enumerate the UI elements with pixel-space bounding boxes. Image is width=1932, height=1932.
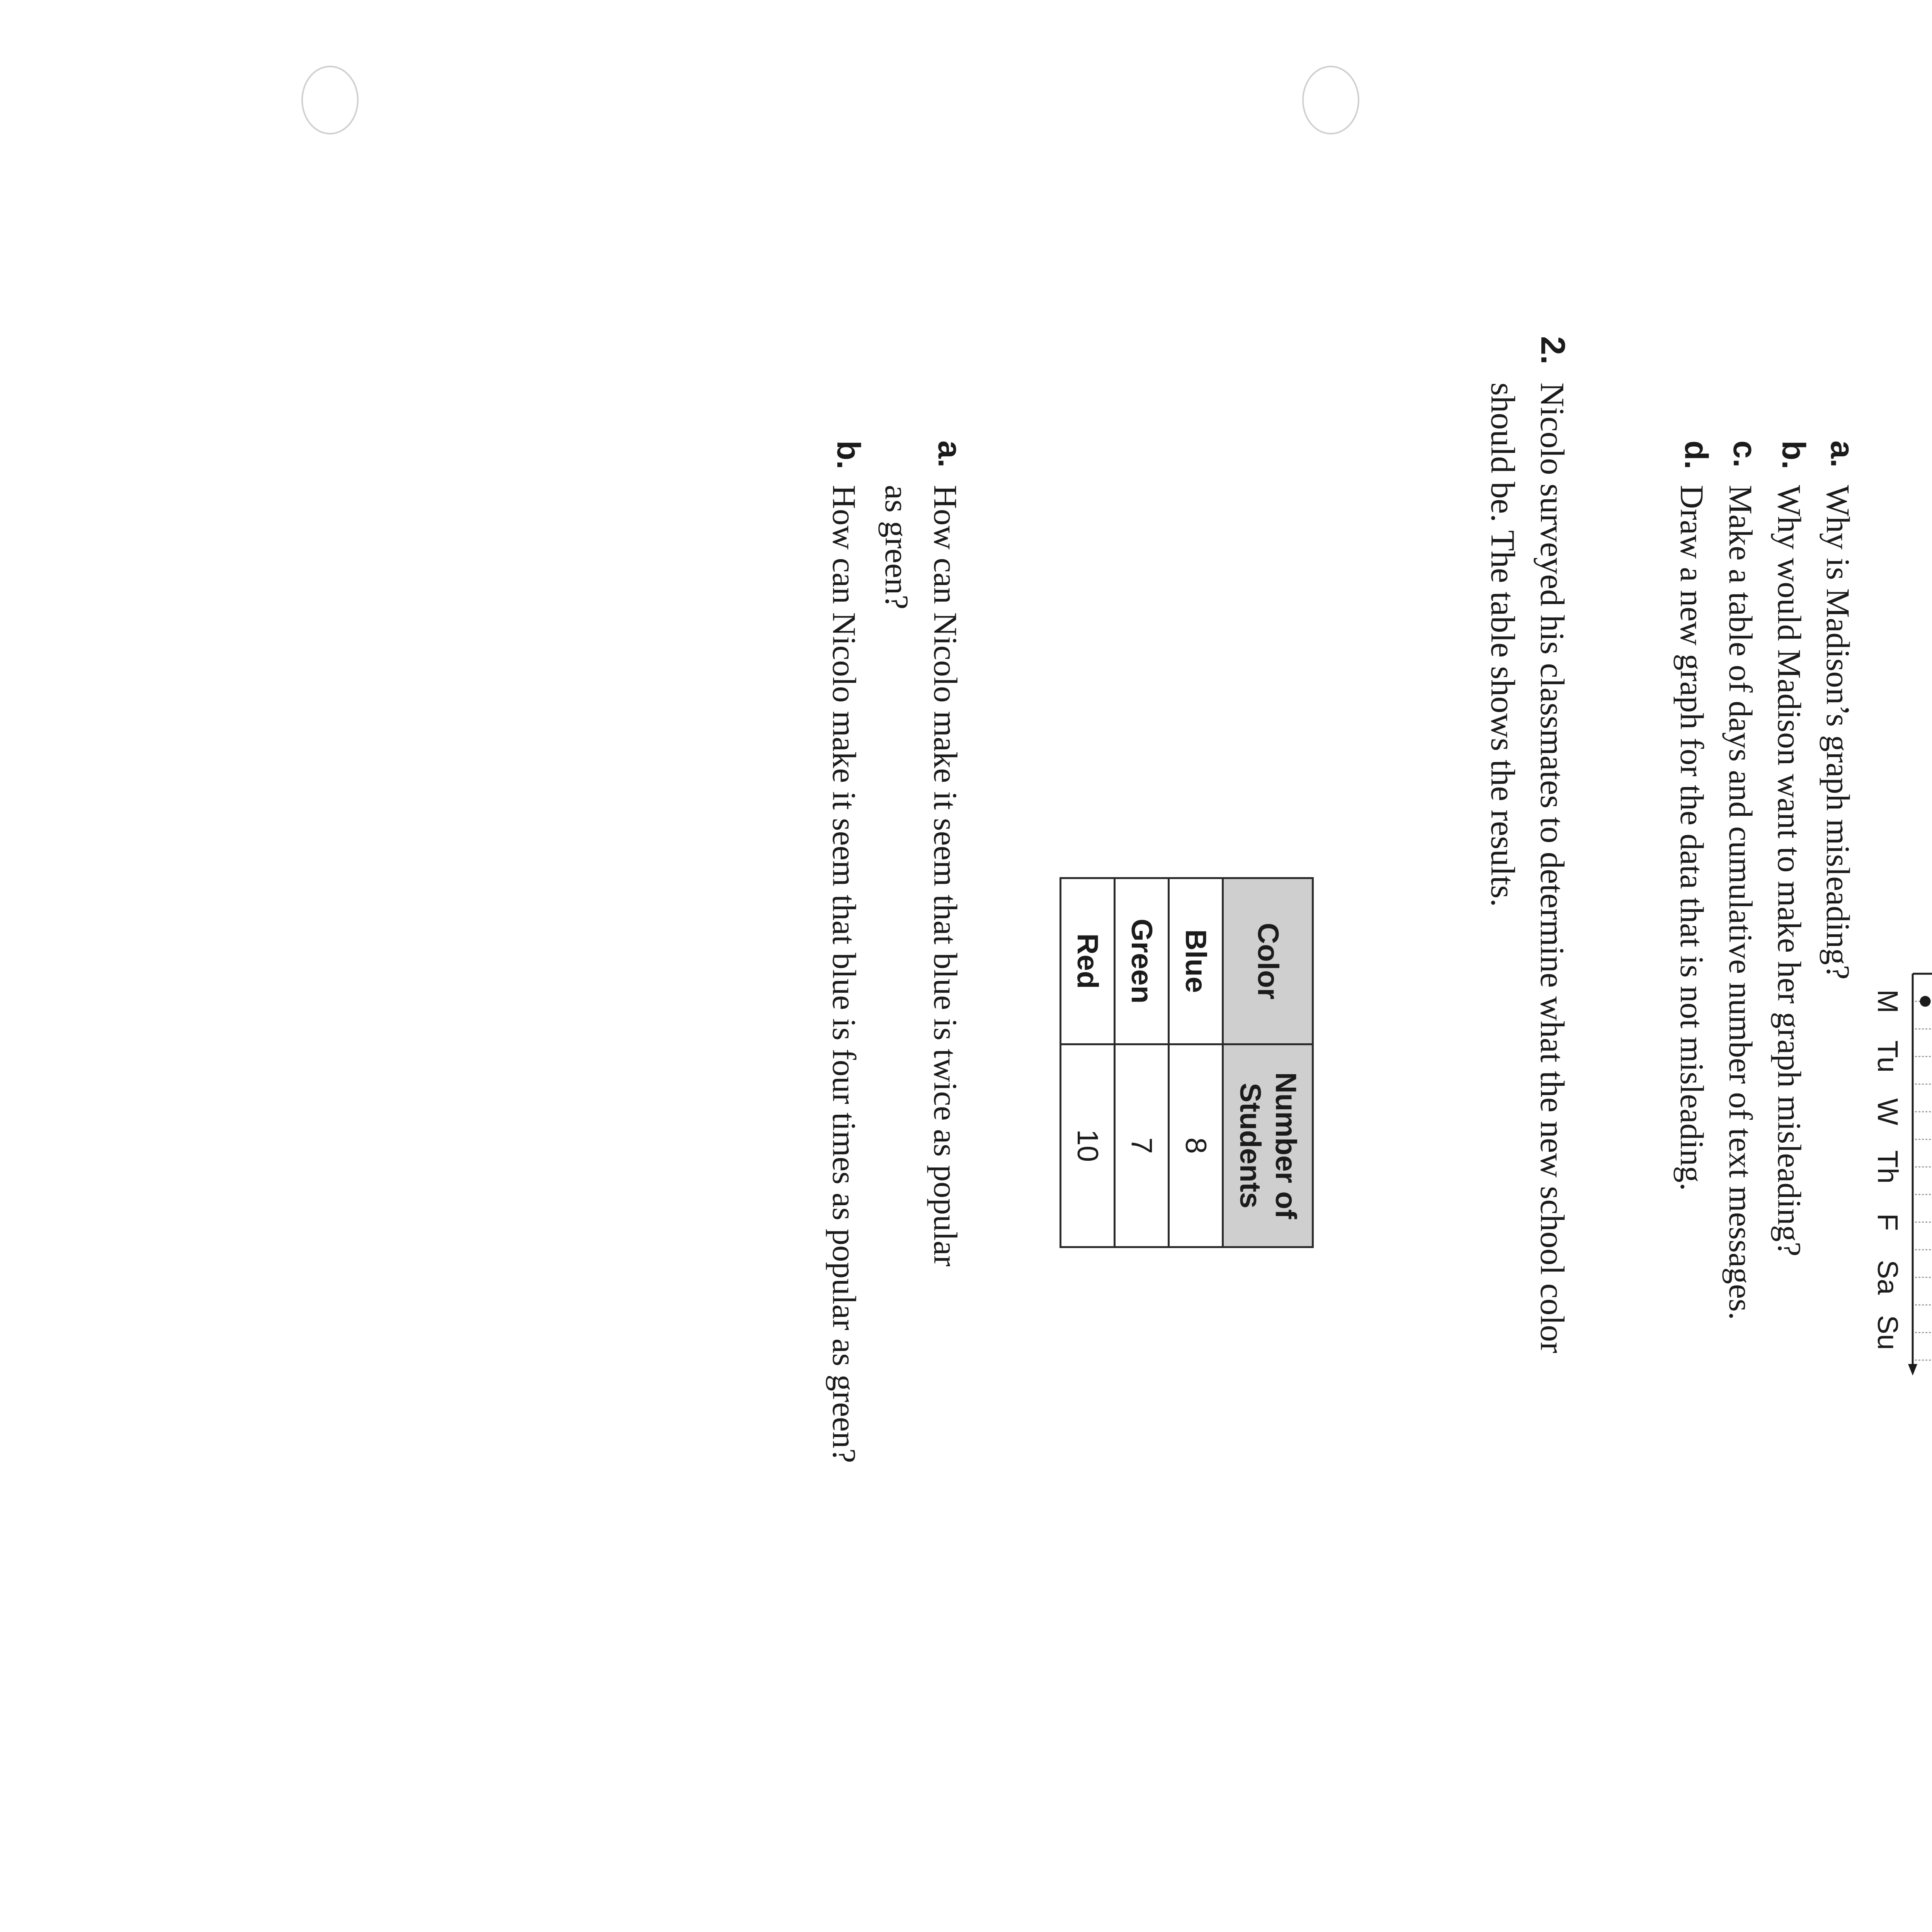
chart-axes <box>1908 969 1932 1376</box>
part-1b-letter: b. <box>1776 440 1812 469</box>
x-tick-label: M <box>1872 989 1904 1014</box>
table-row <box>1061 878 1115 1247</box>
exercise-2-parts <box>820 440 970 1932</box>
x-tick-label: Th <box>1872 1150 1904 1184</box>
header-number-of-students: Number of Students <box>1223 1044 1313 1247</box>
part-2a-letter: a. <box>932 440 968 468</box>
chart-grid <box>1913 974 1932 1360</box>
part-2b-letter: b. <box>830 440 867 469</box>
school-color-table <box>1060 877 1314 1248</box>
cell-color: Red <box>1061 878 1115 1044</box>
exercise-2-number: 2. <box>1534 336 1572 365</box>
part-2a-line-2: as green? <box>878 485 915 610</box>
table-row <box>1169 878 1223 1247</box>
part-2a-line-1: How can Nicolo make it seem that blue is twice as popular <box>927 485 964 1267</box>
header-color: Color <box>1223 878 1313 1044</box>
part-1d-letter: d. <box>1678 440 1714 469</box>
table-header-row <box>1223 878 1313 1247</box>
data-point <box>1920 996 1931 1007</box>
part-2b-text: How can Nicolo make it seem that blue is four times as popular as green? <box>826 485 863 1463</box>
part-1d <box>1668 440 1716 1677</box>
x-tick-label: F <box>1872 1213 1904 1231</box>
worksheet-page <box>541 240 1932 1932</box>
part-1b-text: Why would Madison want to make her graph misleading? <box>1771 485 1808 1257</box>
cell-count: 10 <box>1061 1044 1115 1247</box>
part-1a-text: Why is Madison’s graph misleading? <box>1820 485 1857 980</box>
part-1a <box>1814 440 1862 1677</box>
exercise-1-parts <box>1668 440 1862 1677</box>
x-axis-arrow <box>1908 1364 1917 1376</box>
cell-count: 7 <box>1115 1044 1169 1247</box>
part-1c <box>1716 440 1765 1677</box>
x-tick-label: Tu <box>1872 1040 1904 1073</box>
x-tick-label: Su <box>1872 1315 1904 1350</box>
binder-hole-center <box>1302 66 1359 134</box>
exercise-2-line-2: should be. The table shows the results. <box>1484 383 1521 907</box>
part-2a-text <box>872 485 970 1267</box>
part-1c-text: Make a table of days and cumulative number of text messages. <box>1722 485 1759 1320</box>
part-1d-text: Draw a new graph for the data that is not misleading. <box>1673 485 1711 1191</box>
part-2b <box>820 440 869 1932</box>
x-tick-label: W <box>1872 1098 1904 1126</box>
cell-color: Blue <box>1169 878 1223 1044</box>
table-row <box>1115 878 1169 1247</box>
x-tick-label: Sa <box>1872 1260 1904 1295</box>
part-2a <box>869 440 970 1932</box>
binder-hole-left <box>301 66 359 134</box>
part-1b <box>1765 440 1814 1677</box>
exercise-2-text <box>1478 383 1577 1928</box>
part-1c-letter: c. <box>1727 440 1763 468</box>
cell-color: Green <box>1115 878 1169 1044</box>
cell-count: 8 <box>1169 1044 1223 1247</box>
exercise-2-line-1: Nicolo surveyed his classmates to determine what the new school color <box>1533 383 1571 1354</box>
x-axis-ticks <box>1872 990 1904 1350</box>
part-1a-letter: a. <box>1824 440 1861 468</box>
